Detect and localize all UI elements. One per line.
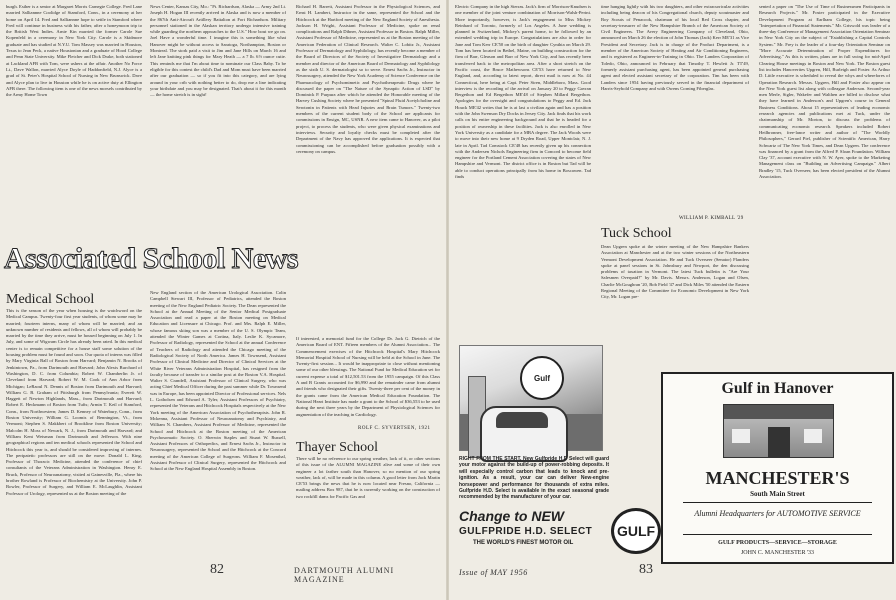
alumni-headquarters-text: Alumni Headquarters for AUTOMOTIVE SERVICE bbox=[694, 509, 861, 518]
car-window-graphic bbox=[496, 412, 548, 428]
gulf-ad-caption: RIGHT FROM THE START, New Gulfpride H.D Select will guard your motor against the build-up of power-robbing deposits. It will especially control carbon that leads to knock and pre-ignition. As a result, your car can deliver New-engine horsepower and performance for thousands of extra miles. Gulfpride H.D. Select is available in the exact seasonal grade recommended by the manufacturer of your car. bbox=[459, 456, 609, 501]
gulf-products-line: GULF PRODUCTS—SERVICE—STORAGE bbox=[718, 540, 837, 546]
medical-school-heading: Medical School bbox=[6, 292, 95, 307]
gulf-station-photo bbox=[459, 345, 603, 451]
gulf-product-name: GULFPRIDE H.D. SELECT bbox=[459, 526, 593, 537]
thayer-school-heading: Thayer School bbox=[296, 440, 379, 455]
column-text: Electric Company in the high Sierras. Jack's firm of Morrison-Knudsen is one member of the joint venture combination of Morrison-Walsh-Perini. More importantly, however, is Jack's engagement to Miss Mickey Reinhard of Toronto, formerly of Los Angeles. A June wedding is planned in Switzerland, Mickey's parent home, to be followed by an extended wedding trip in Europe. Congratulations are also in order for Jane and Tom Kerr CE'50 on the birth of daughter Cynthia on March 29. Tom has been located in Bethel, Maine, on building construction for the firm of Barr, Gleason and Barr of New York City, and has recently been transferred back to the metropolitan area. After a short stretch on the Pacific coast, the Bruce Mathewsons CE'53 have returned to New England, and, according to latest report, direct mail is now at No. 44 Connecticut, here being at Capt. Peter Siren, Middleboro, Mass. Good interview is the recording of the arrival on January 20 to Peggy Gavran Bergethon and Ed Bergethon ME'48 of Stephen Millard Bergethon. Apologies for the oversight and congratulations to Peggy and Ed. Jack Houck ME'42 writes that he is at last a civilian again and has a position with the John Swenson Dry Docks in Jersey City. Jack finds that his work calls on his entire engineering background and that he is headed for a position of ownership in these facilities. Jack is also enrolled in New York University as a candidate for a MBA degree. The Jack Woods were to move into their new home at 9 Dryden Road, Upper Montclair, N. J. late in April. Tad Comstock CE'48 has recently given up his connection with the Andersen Nichols Engineering firm in Concord to become field engineer for the Portland Cement Association covering the states of New Hampshire and Vermont. The district office is in Boston but Tad will be able to conduct operations principally from his home in Boscawen. Tad finds bbox=[455, 4, 591, 180]
gulf-change-to: Change to NEW bbox=[459, 508, 564, 524]
column-text: burgh. Esther is a senior at Margaret Morris Carnegie College. Fred Lane married Salliannne Coolidge of Stamford, Conn., in a ceremony at her home on April 14. Fred and Salliannne hope to settle in Stamford where Fred will continue in business with his father, after a honeymoon trip to the British West Indies. Arnie Kin married the former Carole Sue Kopenfeld in a ceremony in New York City. Carole is a Skidmore graduate and has studied at N.Y.U. Tom Massey was married in Houston, Texas to Jean Peck, a native Houstonian and a graduate of Hood College and Penn State University. Mike Fletcher and Dick Drake, both stationed at Lackland AFB with Tom, were ushers at the affair. Another No Force Lt., Dave Wallon, married Alyce Doyle of Haddonfield, N.J. Alyce is a grad of St. Peter's Hospital School of Nursing in New Brunswick. Dave and Alyce plan to live in Houston while he is on active duty at Ellington AFB there. The following item is one of the news morsels contributed by the Army Home Town bbox=[6, 4, 142, 98]
gulf-tagline: THE WORLD'S FINEST MOTOR OIL bbox=[473, 540, 574, 546]
gulf-sign-graphic: Gulf bbox=[520, 356, 564, 400]
gulf-station-building bbox=[723, 404, 834, 458]
building-window bbox=[732, 429, 750, 443]
medical-school-text-col3: If interested, a memorial fund for the College Dr. Jack G. Dietrich of the American Board of ENT. Fifteen members of the Alumni Association... The Commencement exercises of the Hitchcock Hospital's Mary Hitchcock Memorial Hospital School of Nursing will be held at the School in June. The Twenty-first session... It would be inappropriate to close without mentioning some of our other blessings. The National Fund for Medical Education set for current expense a total of $12,501.53 from the 1955 campaign. Of this Class A and B Grants accounted for $6,990 and the remainder came from alumni and friends who designated their gifts. Twenty-three per cent of the money in the grants came from the American Medical Education Foundation. The National Heart Institute has made a grant to the School of $36,553 to be used during the next three years by the Department of Physiological Sciences for augmentation of the teaching in Cardiology. bbox=[296, 336, 440, 417]
building-door bbox=[768, 427, 790, 457]
tuck-school-text: Dean Upgren spoke at the winter meeting of the New Hampshire Bankers Association at Manchester and at the two winter sessions of the Northeastern Vermont Development Association. He and Tuck Overseer (Senator) Flanders spoke at panel sessions in St. Johnsbury and Newport, the den discussing problems of taxation in Vermont. The latest Tuck bulletin is "Are Your Salesmen Overpaid?" by Mr. Davis. Messrs. Anderson, Logan and Olsen, Charlie McGoughran '20, Bob Field '47 and Dick Miles '50 attended the Eastern Regional Meeting of the Committee for Economic Development in New York City, Mr. Logan pre- bbox=[601, 244, 749, 300]
left-page bbox=[0, 0, 447, 600]
gulf-ad bbox=[459, 456, 609, 566]
page-number: 83 bbox=[639, 562, 653, 577]
manager-name: JOHN C. MANCHESTER '33 bbox=[740, 550, 815, 556]
column-text: time hanging lightly with his two daughters, and other extracurricular activities including being deacon of his Congregational church, deputy scoutmaster and Boy Scouts of Penacook, chairman of his local Red Cross chapter, and secretary-treasurer of the New Hampshire Branch of the American Society of Civil Engineers. The Avery Engineering Company of Cleveland, Ohio, announced on March 26 the election of John Thomas (Jack) Kerr ME'31 as Vice President and Secretary. Jack is in charge of the Product Department, is a member of the American Society of Heating and Air Conditioning Engineers, and is registered as Engineer-in-Training in Ohio. The Landers Corporation of Toledo, Ohio, announced in February that Timothy T. Hewlett Jr. TT'49, formerly assistant purchasing agent, has been appointed general purchasing agent and elected assistant secretary of the corporation. Tim has been with Landers since 1954 having previously served in the financial department of Harris-Seybold Company and with Owens Corning Fiberglas. bbox=[601, 4, 749, 91]
medical-signature: ROLF C. SYVERTSEN, 1921 bbox=[358, 426, 431, 431]
column-text: News Center, Kansas City, Mo.: "Pt. Richardson, Alaska — Army 2nd Lt. Joseph H. Hogan III recently arrived in Alaska and is now a member of the 867th Anti-Aircraft Artillery Battalion at Fort Richardson. Military personnel stationed in the Alaskan territory undergo intensive training while guarding the northern approaches to the U.S." How bout we go on. Joel Have a wonderful time. I imagine this is something like what Hanover might be without access to Saratoga, Northampton, Boston or Montreal. The stork paid a visit to Jim and Jane Hills on March 16 and left Jane knitting pink things for Mary Heath — a 7 lb. 6½ ounce cutie. This reminds me that I'm about time to nominate our Class Baby. To be eligible for this contest the child's Dad and Mom must have been married after our graduation — so if you fit into this category, and are lying around in your crib with nothing better to do, drop me a line indicating your birthdate and you may be designated. That's about it for this month — the home stretch is in sight! bbox=[150, 4, 286, 98]
building-roof bbox=[724, 405, 833, 419]
column-text: sented a paper on "The Use of Time of Businessmen Participants in Research Projects." Mr. Foster participated in the Executive Development Program at Earlham College, his topic being "Interpretation of Financial Statements." Mr. Griswold was leader of a three-day Conference of Management Association Orientation Seminar in New York City on the subject of "Establishing a Capital Controls System." Mr. Frey is the leader of a four-day Orientation Seminar on "More Accurate Determination of Proper Expenditures for Advertising." As this is written, plans are in full swing for mid-April Clearing House meetings in Boston and New York. The Boston guest list includes Hanoverites Upgren, Hill, Burleigh and Foster. As Arthur D. Little executive is scheduled to reveal the whys and wherefores of Operation Research. Messrs. Upgren, Hill and Foster also appear on the New York guest list along with colleague Anderson. Second-year men Merle, Sigler, Wakefer and Walthen are billed to disclose what they have learned in Anderson's and Upgren's course in General Business Conditions. About 15 representatives of leading economic research agencies and publications met at Tuck, under the chairmanship of Mr. Morton, to discuss the problems of communicating economic research. Speakers included Robert Heilbronner, free-lance writer and author of "The Worldly Philosophers," Gerard Piel, publisher of Scientific American, Harry Schwartz of The New York Times, and Dean Upgren. The conference was financed by a grant from the Alfred P. Sloan Foundation. William Clay '37, account executive with N. W. Ayer, spoke to the Marketing Management class on "Building an Advertising Campaign." Albert Bradley '15, Tuck Overseer, has been elected president of the Alumni Association. bbox=[759, 4, 890, 180]
thayer-signature: WILLIAM P. KIMBALL '29 bbox=[679, 216, 744, 221]
gulf-in-hanover-ad bbox=[661, 372, 894, 564]
medical-school-text: This is the season of the year when housing is the watchword on the Medical Campus. Twenty-four first year students, of whom some may be married; fourteen interns, many of whom will be married; and an unknown number of residents and fellows, all of whom will probably be married by the time they arrive, must be housed beginning on July 1. In July, and some of Wigwam Circle has already been rated. In this medical center is to remain competitive for a house staff some solution of the housing problem must be found and soon. Our quota of interns was filled by Mary Virginia Ball of Boston from Harvard; Benjamin N. Brooks of Jenkintown, Pa., from Dartmouth and Harvard; John Alexis Burchard of Washington, D. C. from Columbia; Robert W. Chamberlin Jr. of Cleveland from Harvard; Robert W. M. Cook of Ann Arbor from Michigan; LeRaoul N. Dennis of Boston from Dartmouth and Harvard; William G. B. Graham of Pittsburgh from Pennsylvania; Everett W. Haggett of Newton Highlands, Mass., from Dartmouth and Harvard; Robert E. Heckmann of Boston from Tufts; Armin T. Keil of Stamford, Conn., from Northwestern; James D. Kenney of Waterbury, Conn., from Boston University; William G. Loomis of Bennington, Vt., from Vermont; Stephen S. Makkbert of Brookline from Boston University; Malcolm H. Moss of Newark, N. J., from Dartmouth and Harvard; and William Kent Weisman from Dartmouth and Jefferson. With nine geographical regions and ten medical schools represented the School and Hitchcock this year is, and should be considered improving of internes. The peripatetic professors are still on the move. Donald L. King, Professor of Thoracic Medicine, attended the conference of chief consultants of the Veterans Administration in Washington. Henry E. Bruck, Professor of Neuroanatomy, visited at Gainesville, Fla., where his brother Rowland is Professor of Biochemistry at the University. John P. Bowler, Professor of Surgery, and William E. McLaughlin, Assistant Professor of Urology, represented us at the Boston meeting of the bbox=[6, 308, 142, 496]
page-number: 82 bbox=[210, 562, 224, 577]
tuck-school-heading: Tuck School bbox=[601, 226, 672, 241]
divider bbox=[683, 534, 872, 535]
thayer-school-text: There will be no reference to our spring weather, lack of it, or other sections of this issue of the ALUMNI MAGAZINE alive and some of their own engineer a lot farther south than Hanover, so no mention of our spring weather, lack of, will be made in this column. A good letter from Jack Martin CE'53 brings the news that he is now located near Fresno, California — mailing address Box 987, that he is currently working on the construction of two rockfill dams for Pacific Gas and bbox=[296, 456, 440, 499]
column-text: Richard H. Barrett, Assistant Professor in the Physiological Sciences, and Ernst H. Lambert, Instructor in the same, represented the School and the Hitchcock at the Hartford meeting of the New England Society of Anesthesia. Jackson H. Wright, Assistant Professor of Medicine, spoke on renal complications and Ralph Dibner, Assistant Professor in Boston. Ralph Miller, Assistant Professor of Medicine, represented us at the Boston meeting of the American Federation of Clinical Research. Walter C. Lobitz Jr., Assistant Professor of Dermatology and Syphilology, has recently become a member of the Board of Directors of the Society of Investigative Dermatology and a member and director of the American Board of Dermatology and Syphilology as the sixth U. S. dermatologist so to serve. Ernest Sachs Jr., Instructor in Neurosurgery, attended the New York Academy of Science Conference on the Pharmacology of Psychomimetic and Psychotherapeutic Drugs where he discussed the paper on "The Nature of the Synaptic Action of LSD" by Dominick P. Purpura after which he attended the Honorable meeting of the Harvey Cushing Society where he presented "Spinal Fluid Acetylcholine and Serotonin in Patients with Head Injuries and Brain Tumors." Twenty-two members of the current student body of the School are applicants for commissions in Ensign, MC, USNR. A new item came to Hanover, as a pilot project, to process the students, who were given physical examinations and interviews. Security and loyalty checks must be completed after the Department of the Navy has approved the applications. It is expected that commissioning can be accomplished before graduation possibly with a ceremony on campus. bbox=[296, 4, 440, 154]
issue-date: Issue of MAY 1956 bbox=[459, 568, 528, 577]
medical-school-text-continued: New England section of the American Urological Association. Colin Campbell Stewart III, Professor of Pediatrics, attended the Boston meeting of the New England Pediatric Society. The Dean represented the School at the Annual Meeting of the Senior Medical Postgraduate Association and read a paper at the Boston meeting on Medical Education and Licensure at Chicago. Prof. and Mrs. Ralph E. Miller, whose famous skiing son was a member of the U. S. Olympic Team, attended the Winter Games at Cortina, Italy. Leslie K. Sycamore, Professor of Radiology, represented the School at the annual Conference of Teachers of Radiology and attended the Chicago meeting of the Radiological Society of North America. James H. Townsend, Assistant Professor of Clinical Medicine and Director of Clinical Services at the White River Veterans Administration Hospital, has resigned from the faculty because of transfer to a similar post at the Boston V.A. Hospital. Walter S. Crandell, Assistant Professor of Clinical Surgery, who was acting Chief Medical Officer during the past summer while Dr. Townsend was in Europe, has been appointed Director of Professional services. Nels L. Gotholsen and Edward A. Tyler, Assistant Professors of Psychiatry, represented the Veterans and Hitchcock Hospitals respectively at the New York meeting of the American Association of Psychotherapists. John R. Mckenna, Assistant Professor of Neuroanatomy and Psychiatry, and William N. Chambers, Assistant Professor of Medicine, represented the School and Hitchcock at the Boston meeting of the American Psychosomatic Society. O. Sherwin Staples and Stuart W. Russell, Assistant Professors of Orthopedics, and Ernest Sachs Jr., Instructor in Neurosurgery, represented the School and the Hitchcock at the Concord meeting of the American College of Surgeons. William F. Mosenthal, Assistant Professor of Clinical Surgery, represented the Hitchcock and School at the New England Hospital Assembly in Boston. bbox=[150, 290, 286, 472]
building-window bbox=[804, 429, 822, 443]
gulf-in-hanover-title: Gulf in Hanover bbox=[721, 380, 834, 397]
magazine-footer: DARTMOUTH ALUMNI MAGAZINE bbox=[294, 566, 395, 584]
right-page bbox=[449, 0, 896, 600]
manchesters-name: MANCHESTER'S bbox=[705, 468, 850, 488]
divider bbox=[683, 502, 872, 503]
gulf-logo: GULF bbox=[611, 508, 661, 554]
associated-school-news-masthead: Associated School News bbox=[4, 242, 298, 275]
manchesters-address: South Main Street bbox=[750, 490, 805, 498]
